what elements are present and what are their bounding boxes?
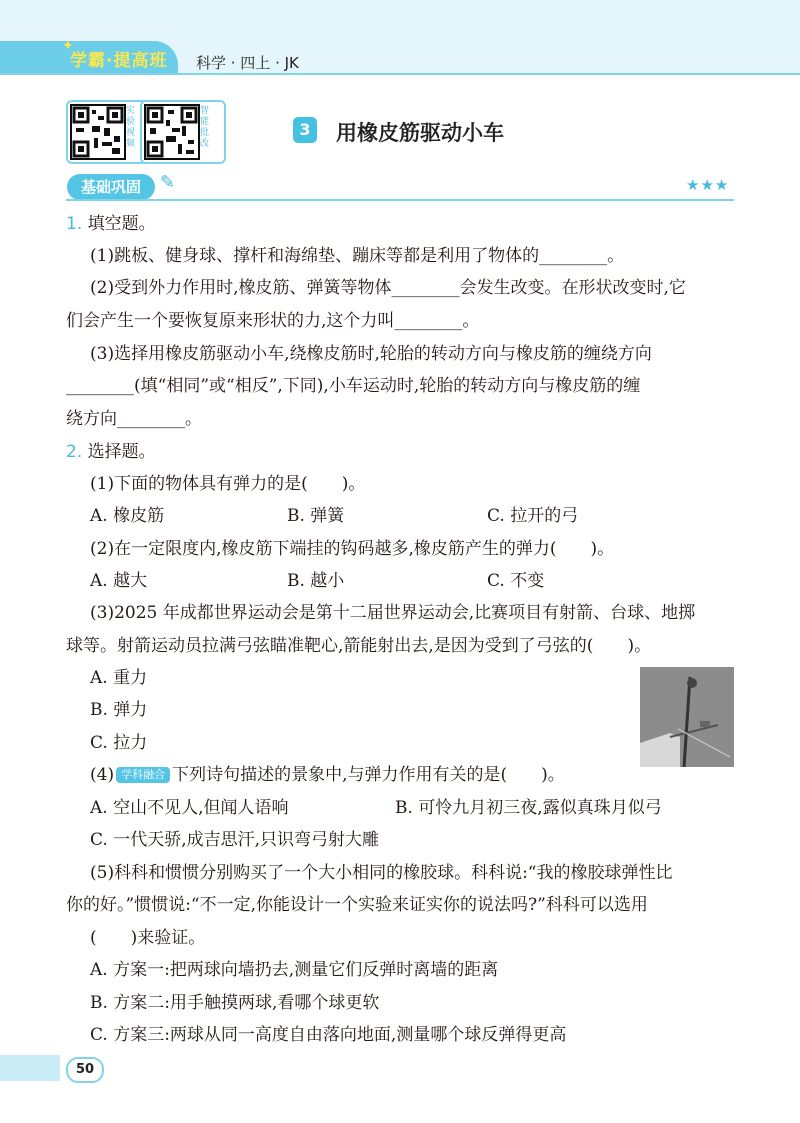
q2-sub-4	[90, 763, 565, 787]
q2-sub-5-line-1: (5)科科和惯惯分别购买了一个大小相同的橡胶球。科科说:“我的橡胶球弹性比	[90, 863, 673, 883]
header-divider	[0, 73, 800, 75]
option: C. 拉力	[90, 733, 148, 753]
option: B. 方案二:用手触摸两球,看哪个球更软	[90, 993, 380, 1013]
lesson-title: 用橡皮筋驱动小车	[336, 121, 504, 145]
q2-sub-2: (2)在一定限度内,橡皮筋下端挂的钩码越多,橡皮筋产生的弹力( )。	[90, 539, 615, 559]
pencil-icon: ✎	[160, 172, 176, 193]
qr-label-video: 实验视频	[126, 106, 136, 149]
qr-code-video-icon[interactable]	[70, 104, 126, 160]
option: A. 空山不见人,但闻人语响	[90, 798, 289, 818]
qr-code-grading-icon[interactable]	[144, 104, 200, 160]
question-number: 2.	[66, 442, 83, 462]
q1-line-2: (2)受到外力作用时,橡皮筋、弹簧等物体________会发生改变。在形状改变时,它	[90, 278, 686, 298]
q2-sub-5-line-3: ( )来验证。	[90, 928, 206, 948]
option: C. 拉开的弓	[487, 506, 579, 526]
subject-fusion-tag: 学科融合	[116, 767, 170, 783]
option: B. 越小	[287, 571, 345, 591]
question-stem: 填空题。	[87, 214, 156, 234]
question-stem: 选择题。	[87, 442, 156, 462]
question-1-heading	[66, 212, 156, 236]
option: C. 方案三:两球从同一高度自由落向地面,测量哪个球反弹得更高	[90, 1025, 567, 1045]
q1-line-6: 绕方向________。	[66, 409, 202, 429]
brand-title: 学霸·提高班	[70, 51, 168, 71]
q1-line-5: ________(填“相同”或“相反”,下同),小车运动时,轮胎的转动方向与橡皮筋的缠	[66, 376, 641, 396]
option: A. 重力	[90, 668, 148, 688]
question-number: 1.	[66, 214, 83, 234]
section-divider	[66, 199, 734, 201]
option: A. 方案一:把两球向墙扔去,测量它们反弹时离墙的距离	[90, 960, 499, 980]
option: C. 不变	[487, 571, 545, 591]
sub-text: 下列诗句描述的景象中,与弹力作用有关的是( )。	[172, 765, 565, 785]
q2-sub-3-line-1: (3)2025 年成都世界运动会是第十二届世界运动会,比赛项目有射箭、台球、地掷	[90, 603, 696, 623]
q1-line-4: (3)选择用橡皮筋驱动小车,绕橡皮筋时,轮胎的转动方向与橡皮筋的缠绕方向	[90, 344, 652, 364]
sprout-icon: ✦	[62, 38, 74, 54]
question-2-heading	[66, 440, 156, 464]
q1-line-3: 们会产生一个要恢复原来形状的力,这个力叫________。	[66, 311, 480, 331]
option: C. 一代天骄,成吉思汗,只识弯弓射大雕	[90, 830, 380, 850]
archery-photo	[640, 667, 734, 767]
q2-sub-5-line-2: 你的好。”惯惯说:“不一定,你能设计一个实验来证实你的说法吗?”科科可以选用	[66, 895, 648, 915]
q2-sub-3-line-2: 球等。射箭运动员拉满弓弦瞄准靶心,箭能射出去,是因为受到了弓弦的( )。	[66, 636, 652, 656]
page-number-band	[0, 1055, 60, 1081]
page-number: 50	[66, 1057, 104, 1083]
qr-label-grading: 智能批改	[200, 106, 210, 149]
q2-sub-1: (1)下面的物体具有弹力的是( )。	[90, 474, 366, 494]
option: A. 越大	[90, 571, 148, 591]
section-label: 基础巩固	[67, 174, 155, 200]
option: B. 弹力	[90, 700, 148, 720]
difficulty-stars: ★★★	[686, 176, 730, 194]
option: A. 橡皮筋	[90, 506, 165, 526]
subject-label: 科学 · 四上 · JK	[196, 54, 299, 72]
sub-number: (4)	[90, 765, 115, 785]
option: B. 弹簧	[287, 506, 345, 526]
lesson-number-badge: 3	[293, 117, 317, 143]
option: B. 可怜九月初三夜,露似真珠月似弓	[395, 798, 662, 818]
q1-line-1: (1)跳板、健身球、撑杆和海绵垫、蹦床等都是利用了物体的________。	[90, 246, 625, 266]
